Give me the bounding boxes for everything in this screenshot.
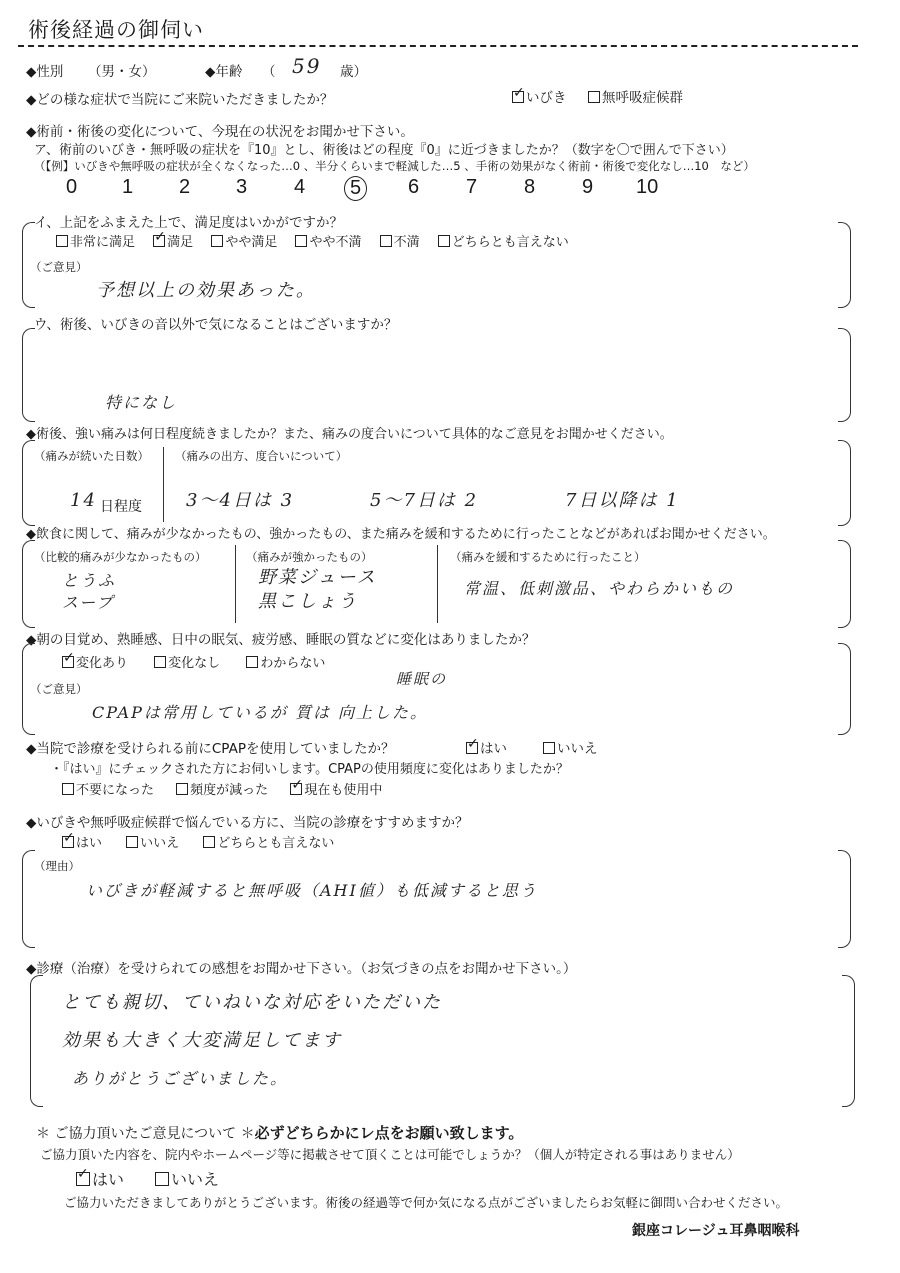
scale-option[interactable]: 3 (236, 176, 248, 198)
gender-label: ◆性別 (26, 64, 64, 80)
opinion-label: （ご意見） (30, 260, 88, 274)
column-divider (235, 545, 236, 623)
bracket-right (838, 643, 851, 735)
footer-thanks: ご協力いただきましてありがとうございます。術後の経過等で何か気になる点がございましたらお気軽に御問い合わせください。 (64, 1195, 789, 1210)
apnea-label: 無呼吸症候群 (602, 90, 683, 106)
bracket-right (838, 222, 851, 308)
scale-option[interactable]: 7 (466, 176, 478, 198)
cpap-followup: ・『はい』にチェックされた方にお伺いします。CPAPの使用頻度に変化はありましたか？ (50, 762, 569, 777)
scale-option[interactable]: 8 (524, 176, 536, 198)
age-unit: 歳） (340, 64, 367, 80)
change-line-a: ア、術前のいびき・無呼吸の症状を『10』とし、術後はどの程度『0』に近づきましたか？（数字を〇で囲んで下さい） (34, 143, 734, 158)
footer-note-2: ご協力頂いた内容を、院内やホームページ等に掲載させて頂くことは可能でしょうか？（個人が特定される事はありません） (40, 1147, 740, 1162)
change-heading: ◆術前・術後の変化について、今現在の状況をお聞かせ下さい。 (26, 124, 414, 140)
footer-note-bold: 必ずどちらかにレ点をお願い致します。 (254, 1124, 524, 1142)
option-reduced[interactable]: 頻度が減った (176, 783, 268, 798)
pain-degree-label: （痛みの出方、度合いについて） (175, 449, 348, 463)
scale-option[interactable]: 4 (294, 176, 306, 198)
column-divider (437, 545, 438, 623)
satisfaction-question: イ、上記をふまえた上で、満足度はいかがですか？ (34, 215, 344, 231)
food-col1-label: （比較的痛みが少なかったもの） (34, 550, 207, 564)
change-example: （【例】いびきや無呼吸の症状が全くなくなった…0 、半分くらいまで軽減した…5 、手術の効果がなく術前・術後で変化なし…10 など） (34, 159, 755, 173)
option-changed[interactable]: ✓変化あり (62, 656, 128, 671)
symptom-option-apnea[interactable] (588, 86, 683, 106)
food-col3-value[interactable]: 常温、低刺激品、やわらかいもの (464, 579, 735, 598)
bracket-right (838, 328, 851, 422)
pain-days-label: （痛みが続いた日数） (34, 449, 149, 463)
clinic-name: 銀座コレージュ耳鼻咽喉科 (632, 1223, 800, 1239)
food-col2-label: （痛みが強かったもの） (246, 550, 373, 564)
checkbox-icon (380, 235, 392, 247)
cpap-no[interactable]: いいえ (543, 737, 598, 757)
title-divider (18, 45, 858, 47)
checkbox-icon (466, 742, 478, 754)
pain-degree-1[interactable]: 3〜4日は 3 (186, 490, 295, 511)
pain-degree-3[interactable]: 7日以降は 1 (565, 490, 680, 511)
pain-question: ◆術後、強い痛みは何日程度続きましたか？また、痛みの度合いについて具体的なご意見をお聞かせください。 (26, 427, 673, 442)
option-dissatisfied[interactable]: 不満 (380, 235, 420, 250)
column-divider (163, 447, 164, 522)
checkbox-icon (290, 783, 302, 795)
satisfaction-opinion[interactable]: 予想以上の効果あった。 (96, 280, 316, 301)
food-col2-value[interactable]: 野菜ジュース 黒こしょう (258, 567, 377, 612)
sleep-options (62, 652, 325, 671)
checkbox-icon (211, 235, 223, 247)
page-title: 術後経過の御伺い (28, 18, 204, 42)
checkbox-icon (588, 91, 600, 103)
publish-yes[interactable]: ✓はい (76, 1167, 124, 1190)
other-question: ウ、術後、いびきの音以外で気になることはございますか？ (34, 317, 398, 333)
checkbox-icon (154, 656, 166, 668)
scale-option-selected[interactable]: 5 (344, 176, 367, 201)
food-col1-value[interactable]: とうふ スープ (62, 571, 117, 612)
impression-question: ◆診療（治療）を受けられての感想をお聞かせ下さい。（お気づきの点をお聞かせ下さい。） (26, 961, 577, 977)
bracket-right (838, 440, 851, 526)
scale-option[interactable]: 6 (408, 176, 420, 198)
option-somewhat-dissatisfied[interactable]: やや不満 (295, 235, 361, 250)
checkbox-icon (62, 656, 74, 668)
other-answer[interactable]: 特になし (105, 393, 178, 412)
impression-line-3[interactable]: ありがとうございました。 (72, 1069, 289, 1088)
age-value[interactable]: 59 (292, 54, 322, 78)
checkbox-icon (438, 235, 450, 247)
checkbox-icon (62, 783, 74, 795)
sleep-opinion[interactable]: CPAPは常用しているが 質は 向上した。 (92, 703, 429, 722)
cpap-yes[interactable]: ✓ はい (466, 737, 507, 757)
sleep-question: ◆朝の目覚め、熟睡感、日中の眠気、疲労感、睡眠の質などに変化はありましたか？ (26, 632, 536, 648)
symptom-option-snoring[interactable] (512, 86, 567, 106)
option-yes[interactable]: ✓はい (62, 836, 102, 851)
pain-days-value[interactable]: 14 (70, 490, 97, 511)
impression-line-1[interactable]: とても親切、ていねいな対応をいただいた (62, 992, 442, 1013)
option-somewhat-satisfied[interactable]: やや満足 (211, 235, 277, 250)
scale-option[interactable]: 9 (582, 176, 594, 198)
recommend-reason[interactable]: いびきが軽減すると無呼吸（AHI値）も低減すると思う (86, 881, 538, 900)
impression-line-2[interactable]: 効果も大きく大変満足してます (62, 1030, 342, 1051)
bracket-right (838, 850, 851, 948)
option-still-using[interactable]: ✓ 現在も使用中 (290, 783, 382, 798)
option-no-longer-needed[interactable]: 不要になった (62, 783, 154, 798)
food-question: ◆飲食に関して、痛みが少なかったもの、強かったもの、また痛みを緩和するために行ったことなどがあればお聞かせください。 (26, 527, 776, 542)
checkbox-icon (203, 836, 215, 848)
food-col3-label: （痛みを緩和するために行ったこと） (450, 550, 646, 564)
opinion-label: （ご意見） (30, 682, 88, 696)
age-open: （ (262, 64, 276, 80)
checkbox-icon (295, 235, 307, 247)
pain-days-suffix: 日程度 (100, 499, 142, 515)
bracket-right (838, 540, 851, 628)
checkbox-icon (512, 91, 524, 103)
checkbox-icon (62, 836, 74, 848)
bracket-left (22, 328, 35, 422)
publish-no[interactable]: いいえ (155, 1167, 219, 1190)
recommend-question: ◆いびきや無呼吸症候群で悩んでいる方に、当院の診療をすすめますか？ (26, 815, 469, 831)
checkbox-icon (155, 1172, 169, 1186)
gender-value[interactable]: （男・女） (88, 64, 156, 80)
bracket-right (842, 975, 855, 1107)
option-satisfied[interactable]: ✓ 満足 (153, 235, 193, 250)
option-unchanged[interactable]: 変化なし (154, 656, 220, 671)
footer-note-1: ＊ ご協力頂いたご意見について ＊必ずどちらかにレ点をお願い致します。 (36, 1124, 524, 1142)
recommend-options (62, 832, 334, 851)
bracket-left (30, 975, 43, 1107)
option-no[interactable]: いいえ (126, 836, 179, 851)
cpap-question: ◆当院で診療を受けられる前にCPAPを使用していましたか？ (26, 741, 395, 757)
checkbox-icon (176, 783, 188, 795)
snoring-label: いびき (526, 90, 567, 106)
option-unknown[interactable]: わからない (246, 656, 325, 671)
checkbox-icon (56, 235, 68, 247)
scale-option[interactable]: 10 (636, 176, 659, 198)
scale-option[interactable]: 1 (122, 176, 134, 198)
scale-option[interactable]: 2 (179, 176, 191, 198)
checkbox-icon (153, 235, 165, 247)
checkbox-icon (543, 742, 555, 754)
symptom-question: ◆どの様な症状で当院にご来院いただきましたか？ (26, 92, 334, 108)
reason-label: （理由） (34, 859, 80, 873)
pain-degree-2[interactable]: 5〜7日は 2 (370, 490, 479, 511)
checkbox-icon (126, 836, 138, 848)
option-neither[interactable]: どちらとも言えない (203, 836, 334, 851)
age-label: ◆年齢 (205, 64, 243, 80)
scale-option[interactable]: 0 (66, 176, 78, 198)
sleep-opinion-insert[interactable]: 睡眠の (396, 670, 448, 688)
satisfaction-options (56, 231, 569, 250)
option-very-satisfied[interactable]: 非常に満足 (56, 235, 135, 250)
option-neither[interactable]: どちらとも言えない (438, 235, 569, 250)
checkbox-icon (76, 1172, 90, 1186)
checkbox-icon (246, 656, 258, 668)
cpap-frequency-options (62, 779, 382, 798)
